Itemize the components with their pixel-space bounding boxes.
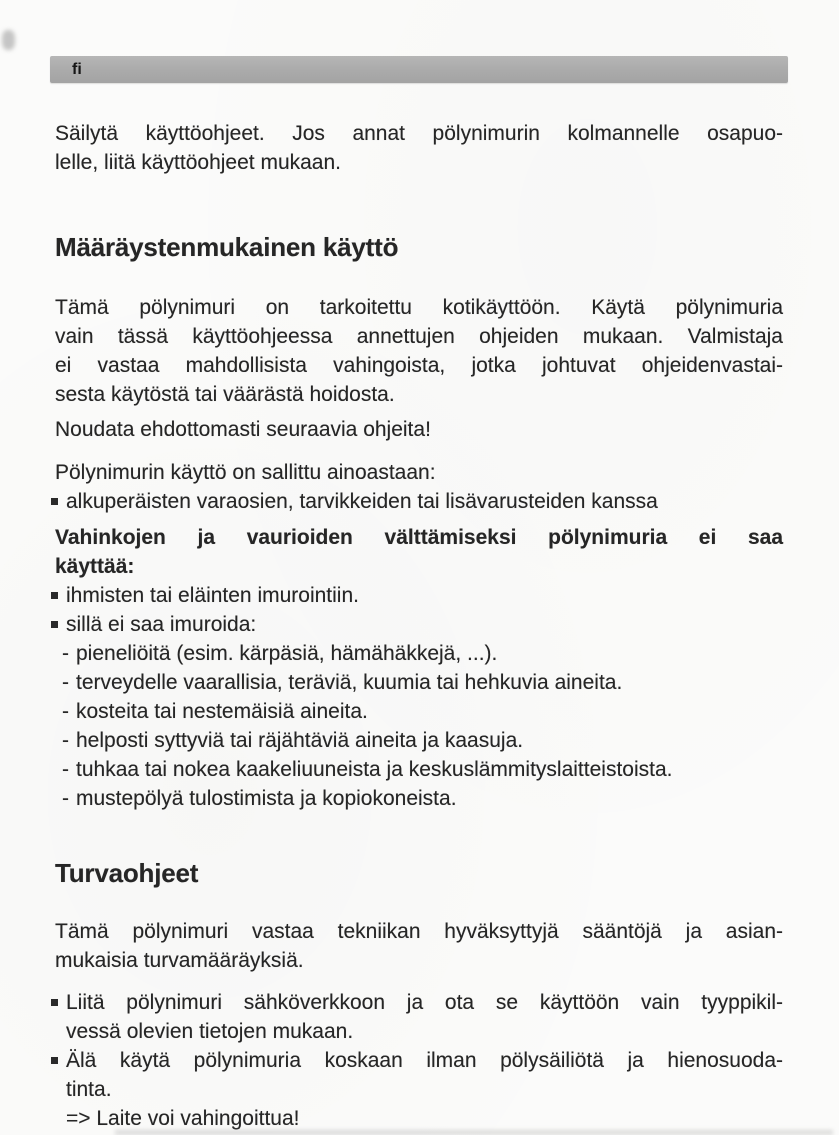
- square-bullet-marker: [51, 1046, 66, 1075]
- dash-marker: -: [62, 758, 69, 781]
- sub-item-ash: [55, 755, 783, 784]
- document-content: [55, 119, 783, 1133]
- text-line: mukaisia turvamääräyksiä.: [55, 949, 304, 972]
- text-line: Turvaohjeet: [55, 858, 199, 888]
- square-bullet-marker: [51, 581, 66, 610]
- sub-item-moist: [55, 697, 783, 726]
- safety-item-no-container: [55, 1046, 783, 1104]
- text-line: Noudata ehdottomasti seuraavia ohjeita!: [55, 418, 431, 441]
- dash-marker: -: [62, 787, 69, 810]
- text-line: tinta.: [66, 1078, 112, 1101]
- dash-marker: -: [62, 642, 69, 665]
- text-line: Määräystenmukainen käyttö: [55, 232, 399, 262]
- language-tab-bar: [50, 56, 788, 83]
- text-line: Liitä pölynimuri sähköverkkoon ja ota se käyttöön vain tyyppikil-: [66, 991, 783, 1014]
- safety-item-connect: [55, 988, 783, 1046]
- no-vacuum-with: [55, 610, 783, 639]
- text-line: Tämä pölynimuri vastaa tekniikan hyväksyttyjä sääntöjä ja asian-: [55, 920, 783, 943]
- text-line: vain tässä käyttöohjeessa annettujen ohjeiden mukaan. Valmistaja: [55, 325, 783, 348]
- text-line: Älä käytä pölynimuria koskaan ilman pölysäiliötä ja hienosuoda-: [66, 1049, 783, 1072]
- section-title-safety: [55, 858, 783, 888]
- text-line: lelle, liitä käyttöohjeet mukaan.: [55, 151, 341, 174]
- text-line: kosteita tai nestemäisiä aineita.: [76, 700, 368, 723]
- dash-marker: -: [62, 671, 69, 694]
- text-line: ei vastaa mahdollisista vahingoista, jotka johtuvat ohjeidenvastai-: [55, 354, 783, 377]
- text-line: sesta käytöstä tai väärästä hoidosta.: [55, 383, 395, 406]
- follow-instructions-note: [55, 415, 783, 444]
- allowed-use-item: [55, 487, 783, 516]
- text-line: pieneliöitä (esim. kärpäsiä, hämähäkkejä, ...).: [76, 642, 498, 665]
- sub-item-toner: [55, 784, 783, 813]
- text-line: terveydelle vaarallisia, teräviä, kuumia tai hehkuvia aineita.: [76, 671, 623, 694]
- text-line: ihmisten tai eläinten imurointiin.: [66, 584, 359, 607]
- square-bullet-marker: [51, 487, 66, 516]
- text-line: helposti syttyviä tai räjähtäviä aineita ja kaasuja.: [76, 729, 524, 752]
- text-line: => Laite voi vahingoittua!: [66, 1107, 300, 1130]
- section-title-intended-use: [55, 232, 783, 262]
- sub-item-insects: [55, 639, 783, 668]
- scan-smudge-bottom: [115, 1130, 833, 1135]
- text-line: sillä ei saa imuroida:: [66, 613, 257, 636]
- language-label: fi: [72, 61, 82, 78]
- dash-marker: -: [62, 729, 69, 752]
- sub-item-hazardous: [55, 668, 783, 697]
- no-vacuum-humans: [55, 581, 783, 610]
- scan-smudge: [2, 30, 15, 50]
- sub-item-flammable: [55, 726, 783, 755]
- text-line: vessä olevien tietojen mukaan.: [66, 1020, 354, 1043]
- damage-warning: [55, 1104, 783, 1133]
- text-line: tuhkaa tai nokea kaakeliuuneista ja keskuslämmityslaitteistoista.: [76, 758, 673, 781]
- text-line: Pölynimurin käyttö on sallittu ainoastaan:: [55, 461, 436, 484]
- dash-marker: -: [62, 700, 69, 723]
- text-line: mustepölyä tulostimista ja kopiokoneista.: [76, 787, 457, 810]
- safety-paragraph: [55, 917, 783, 975]
- text-line: Vahinkojen ja vaurioiden välttämiseksi pölynimuria ei saa: [55, 526, 783, 549]
- intended-use-paragraph: [55, 293, 783, 409]
- text-line: alkuperäisten varaosien, tarvikkeiden tai lisävarusteiden kanssa: [66, 490, 658, 513]
- intro-paragraph: [55, 119, 783, 177]
- text-line: käyttää:: [55, 555, 135, 578]
- square-bullet-marker: [51, 988, 66, 1017]
- warning-intro: [55, 523, 783, 581]
- text-line: Tämä pölynimuri on tarkoitettu kotikäyttöön. Käytä pölynimuria: [55, 296, 783, 319]
- text-line: Säilytä käyttöohjeet. Jos annat pölynimurin kolmannelle osapuo-: [55, 122, 783, 145]
- square-bullet-marker: [51, 610, 66, 639]
- allowed-use-intro: [55, 458, 783, 487]
